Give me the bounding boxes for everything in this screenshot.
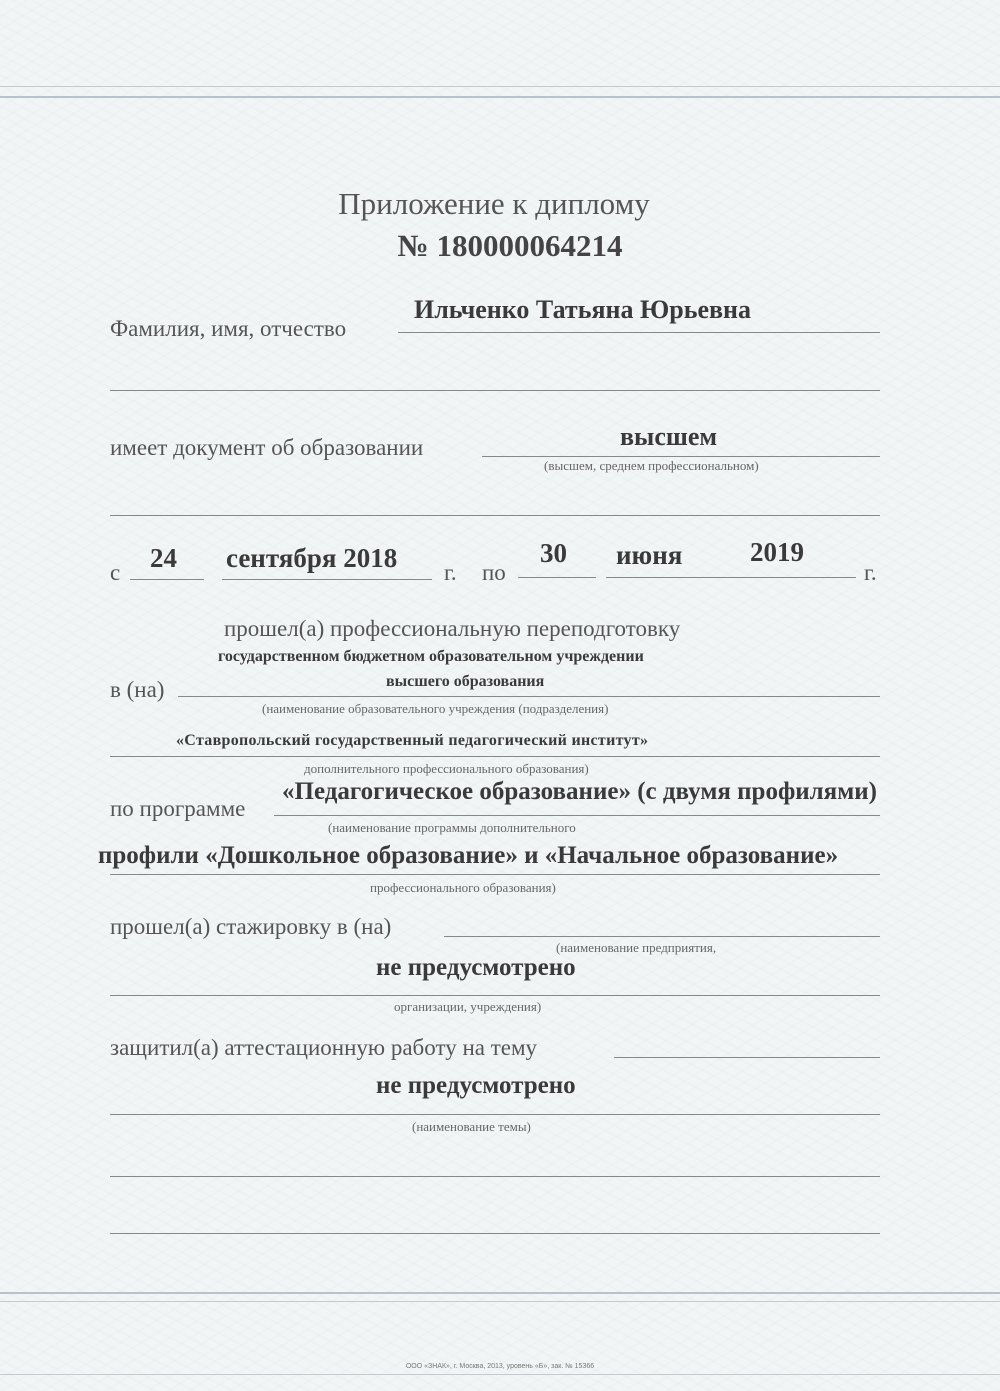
top-border-inner [0, 86, 1000, 87]
period-to-month: июня [616, 540, 683, 570]
bottom-border-outer [0, 1374, 1000, 1375]
institution-line-3-underline [110, 756, 880, 757]
blank-line-2 [110, 1233, 880, 1234]
period-to-day: 30 [540, 538, 567, 568]
institution-line-1: государственном бюджетном образовательном учреждении [218, 648, 644, 665]
fio-label: Фамилия, имя, отчество [110, 316, 347, 341]
period-from-month-year: сентября 2018 [226, 543, 398, 573]
fio-line-2 [110, 390, 880, 391]
printer-imprint: ООО «ЗНАК», г. Москва, 2013, уровень «Б», зак. № 15366 [405, 1363, 595, 1370]
program-line-2 [110, 874, 880, 875]
period-from-month-line [222, 579, 432, 580]
internship-caption-1: (наименование предприятия, [556, 940, 717, 955]
institution-caption-2: дополнительного профессионального образования) [304, 761, 589, 776]
thesis-line-2 [110, 1114, 880, 1115]
period-from-day-line [130, 579, 204, 580]
internship-caption-2: организации, учреждения) [394, 999, 542, 1014]
internship-line [444, 936, 880, 937]
education-value: высшем [620, 422, 718, 451]
education-line-2 [110, 515, 880, 516]
institution-label: в (на) [110, 677, 165, 702]
education-label: имеет документ об образовании [110, 435, 424, 460]
institution-line-2: высшего образования [386, 673, 545, 690]
internship-value: не предусмотрено [376, 954, 576, 981]
period-year-mark: г. [444, 560, 457, 585]
program-line [274, 815, 880, 816]
fio-value: Ильченко Татьяна Юрьевна [414, 295, 752, 324]
top-border [0, 0, 1000, 98]
retraining-heading: прошел(а) профессиональную переподготовку [224, 616, 681, 641]
bottom-border-inner [0, 1301, 1000, 1302]
thesis-value: не предусмотрено [376, 1072, 576, 1099]
period-to-year: 2019 [750, 537, 804, 567]
bottom-border [0, 1292, 1000, 1294]
institution-caption-1: (наименование образовательного учреждения (подразделения) [262, 701, 609, 716]
education-caption: (высшем, среднем профессиональном) [544, 458, 759, 473]
internship-label: прошел(а) стажировку в (на) [110, 914, 392, 939]
blank-line-1 [110, 1176, 880, 1177]
internship-line-2 [110, 995, 880, 996]
period-to-day-line [518, 577, 596, 578]
period-to-label: по [482, 560, 506, 585]
institution-line-3: «Ставропольский государственный педагогический институт» [176, 732, 649, 749]
education-line [482, 456, 880, 457]
program-value: «Педагогическое образование» (с двумя профилями) [282, 778, 877, 805]
thesis-caption: (наименование темы) [412, 1119, 531, 1134]
period-from-day: 24 [150, 543, 177, 573]
thesis-line [614, 1057, 880, 1058]
institution-line [178, 696, 880, 697]
program-label: по программе [110, 796, 246, 821]
thesis-label: защитил(а) аттестационную работу на тему [110, 1035, 538, 1060]
document-title: Приложение к диплому [338, 186, 650, 221]
period-year-mark-end: г. [864, 560, 877, 585]
fio-line [398, 332, 880, 333]
program-caption-2: профессионального образования) [370, 880, 556, 895]
program-value-2: профили «Дошкольное образование» и «Начальное образование» [98, 842, 839, 869]
program-caption-1: (наименование программы дополнительного [328, 820, 576, 835]
period-to-month-line [606, 577, 856, 578]
period-from-label: с [110, 560, 121, 585]
document-number: № 180000064214 [397, 228, 623, 263]
